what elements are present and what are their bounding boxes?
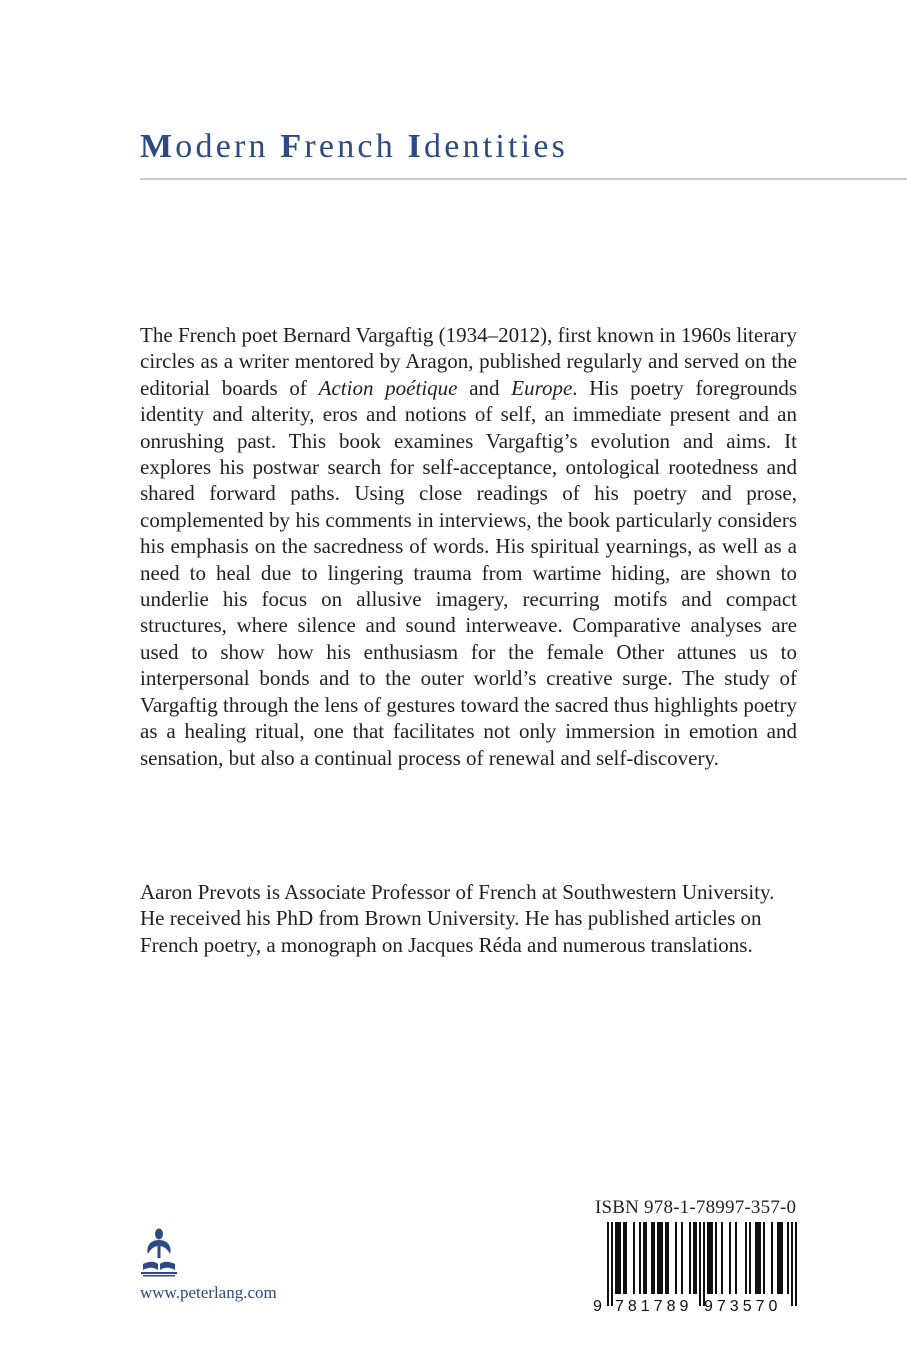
barcode-bar xyxy=(651,1222,653,1294)
barcode-bar xyxy=(623,1222,625,1294)
journal-title-action-poetique: Action poétique xyxy=(318,375,458,400)
author-bio-line: French poetry, a monograph on Jacques Réda and numerous translations. xyxy=(140,932,753,957)
barcode-bar xyxy=(659,1222,661,1294)
barcode-bar xyxy=(763,1222,765,1294)
barcode-bar xyxy=(709,1222,711,1294)
series-title-word-1: odern xyxy=(175,128,269,165)
series-title-initial-1: M xyxy=(140,128,176,165)
series-title-initial-3: I xyxy=(407,128,425,165)
barcode-bar xyxy=(745,1222,747,1294)
author-bio-line: Aaron Prevots is Associate Professor of French at Southwestern University. xyxy=(140,880,775,904)
barcode-bar xyxy=(755,1222,757,1294)
barcode-bar xyxy=(625,1222,627,1294)
book-description xyxy=(140,322,797,771)
barcode-bar xyxy=(759,1222,761,1294)
description-text-1: The French poet Bernard Vargaftig (1934–2012), first known in 1960s literary circles as a writer mentored by Aragon, published regularly and served on the editorial boards of xyxy=(140,323,797,400)
barcode-bar xyxy=(653,1222,655,1294)
barcode-bar xyxy=(711,1222,713,1294)
peter-lang-logo-icon xyxy=(139,1226,179,1280)
barcode-bar xyxy=(619,1222,621,1294)
barcode-bar xyxy=(617,1222,619,1294)
barcode-bar xyxy=(645,1222,647,1294)
barcode-bar xyxy=(715,1222,717,1294)
barcode-digits-left: 781789 xyxy=(615,1298,693,1314)
barcode-bar xyxy=(665,1222,667,1294)
barcode-bar xyxy=(787,1222,789,1294)
barcode-bar xyxy=(689,1222,691,1294)
barcode-bar xyxy=(633,1222,635,1294)
description-conjunction: and xyxy=(457,375,512,400)
barcode-bar xyxy=(699,1222,701,1306)
barcode-bar xyxy=(657,1222,659,1294)
barcode-digits-right: 973570 xyxy=(704,1298,782,1314)
barcode-bar xyxy=(667,1222,669,1294)
barcode-bar xyxy=(643,1222,645,1294)
barcode-bar xyxy=(779,1222,781,1294)
barcode-bar xyxy=(695,1222,697,1294)
barcode-bar xyxy=(693,1222,695,1294)
barcode-bar xyxy=(707,1222,709,1294)
series-title xyxy=(140,128,568,166)
barcode-bar xyxy=(615,1222,617,1294)
barcode-bar xyxy=(607,1222,609,1306)
barcode-bar xyxy=(703,1222,705,1306)
barcode-bar xyxy=(611,1222,613,1306)
barcode-bar xyxy=(681,1222,683,1294)
publisher-website[interactable]: www.peterlang.com xyxy=(140,1283,277,1302)
barcode-bar xyxy=(675,1222,677,1294)
barcode-bar xyxy=(791,1222,793,1306)
author-bio-line: He received his PhD from Brown University. He has published articles on xyxy=(140,906,762,931)
journal-title-europe: Europe xyxy=(511,375,573,400)
series-title-initial-2: F xyxy=(280,128,305,165)
ean-barcode xyxy=(593,1222,799,1314)
barcode-bar xyxy=(639,1222,641,1294)
barcode-bar xyxy=(735,1222,737,1294)
barcode-bar xyxy=(721,1222,723,1294)
barcode-bar xyxy=(795,1222,797,1306)
barcode-bar xyxy=(777,1222,779,1294)
author-bio xyxy=(140,879,808,958)
series-divider xyxy=(140,178,907,180)
barcode-bar xyxy=(757,1222,759,1294)
barcode-bar xyxy=(771,1222,773,1294)
series-title-word-3: dentities xyxy=(424,128,569,165)
barcode-digit-lead: 9 xyxy=(593,1298,602,1314)
barcode-bar xyxy=(749,1222,751,1294)
barcode-bar xyxy=(729,1222,731,1294)
isbn-label: ISBN 978-1-78997-357-0 xyxy=(595,1197,797,1218)
barcode-bar xyxy=(781,1222,783,1294)
description-text-2: . His poetry foregrounds identity and alterity, eros and notions of self, an immediate present and an onrushing past. This book examines Vargaftig’s evolution and aims. It explores his postwar search for self-acceptance, ontological rootedness and shared forward paths. Using close readings of his poetry and prose, complemented by his comments in interviews, the book particularly considers his emphasis on the sacredness of words. His spiritual yearnings, as well as a need to heal due to lingering trauma from wartime hiding, are shown to underlie his focus on allusive imagery, recurring motifs and compact structures, where silence and sound interweave. Comparative analyses are used to show how his enthusiasm for the female Other attunes us to interpersonal bonds and to the outer world’s creative surge. The study of Vargaftig through the lens of gestures toward the sacred thus highlights poetry as a healing ritual, one that facilitates not only immersion in emotion and sensation, but also a continual process of renewal and self-discovery. xyxy=(140,375,798,770)
barcode-bar xyxy=(661,1222,663,1294)
series-title-word-2: rench xyxy=(304,128,396,165)
